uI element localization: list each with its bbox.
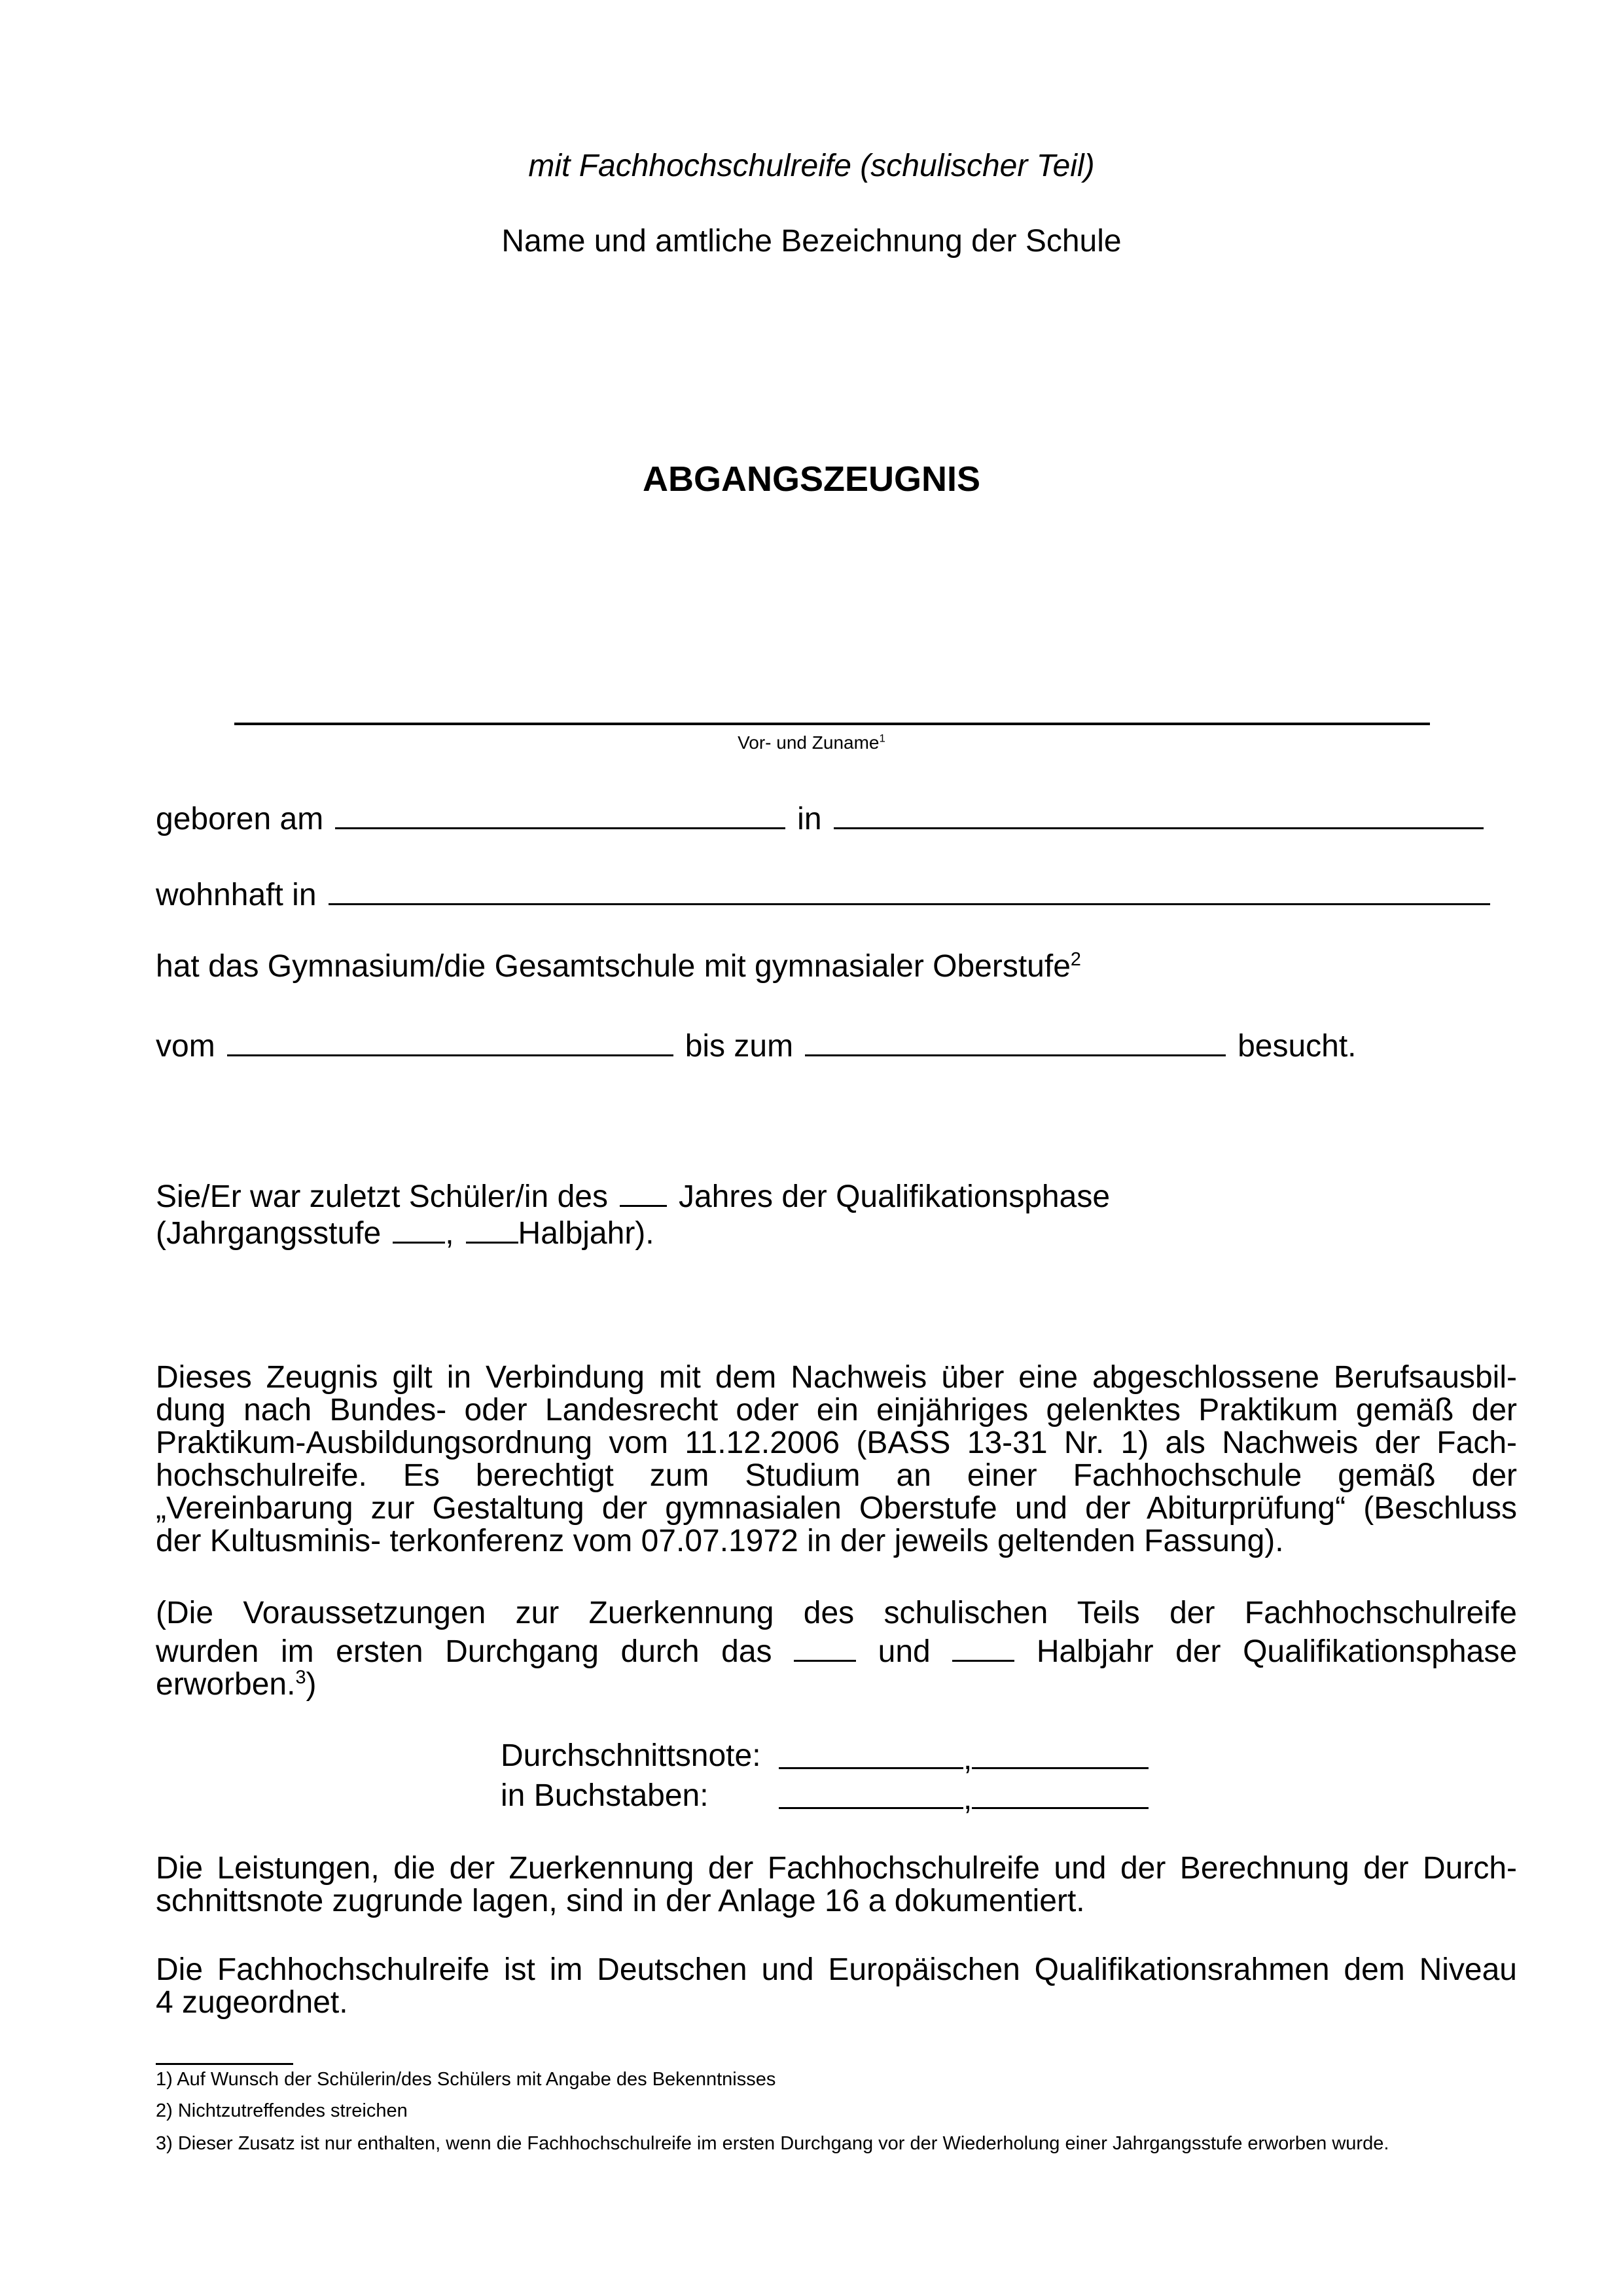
year-field[interactable] <box>620 1175 667 1207</box>
born-label: geboren am <box>156 802 324 836</box>
status-text-a: Sie/Er war zuletzt Schüler/in des <box>156 1179 608 1214</box>
first-half-year-field[interactable] <box>794 1630 856 1662</box>
prerequisites-text-c: Halbjahr der Qualifikationsphase <box>1036 1634 1518 1669</box>
school-name-line: Name und amtliche Bezeichnung der Schule <box>501 224 1122 259</box>
letters-label: in Buchstaben: <box>501 1778 709 1813</box>
document-title: ABGANGSZEUGNIS <box>642 459 981 499</box>
name-caption-text: Vor- und Zuname <box>738 732 880 753</box>
status-text-d: Halbjahr). <box>518 1216 654 1251</box>
attended-label: besucht. <box>1238 1029 1357 1064</box>
birthplace-field[interactable] <box>834 797 1484 829</box>
birth-row <box>156 797 1484 838</box>
qualification-line: Die Fachhochschulreife ist im Deutschen und Europäischen Qualifikationsrahmen dem Niveau <box>156 1952 1517 1987</box>
footnote-separator <box>156 2063 293 2065</box>
validity-line: „Vereinbarung zur Gestaltung der gymnasialen Oberstufe und der Abiturprüfung“ (Beschluss <box>156 1491 1517 1526</box>
prerequisites-text-d: erworben. <box>156 1667 296 1702</box>
residence-label: wohnhaft in <box>156 878 317 912</box>
prerequisites-ref: 3 <box>295 1667 306 1688</box>
status-line-1 <box>156 1175 1110 1216</box>
status-line-2 <box>156 1211 654 1253</box>
prerequisites-text-a: wurden im ersten Durchgang durch das <box>156 1634 772 1669</box>
name-caption <box>0 732 1623 754</box>
validity-line: Praktikum-Ausbildungsordnung vom 11.12.2006 (BASS 13-31 Nr. 1) als Nachweis der Fach- <box>156 1426 1517 1460</box>
footnote-2: 2) Nichtzutreffendes streichen <box>156 2100 408 2121</box>
achievements-line: Die Leistungen, die der Zuerkennung der Fachhochschulreife und der Berechnung der Durch- <box>156 1851 1517 1886</box>
achievements-line: schnittsnote zugrunde lagen, sind in der Anlage 16 a dokumentiert. <box>156 1884 1085 1918</box>
letters-row <box>779 1777 1149 1818</box>
prerequisites-line-1: (Die Voraussetzungen zur Zuerkennung des schulischen Teils der Fachhochschulreife <box>156 1596 1517 1630</box>
prerequisites-text-b: und <box>878 1634 931 1669</box>
achievements-paragraph <box>156 1852 1517 1918</box>
average-grade-row <box>779 1737 1149 1778</box>
until-date-field[interactable] <box>805 1024 1226 1056</box>
letters-decimal-field[interactable] <box>972 1777 1149 1809</box>
name-caption-ref: 1 <box>879 732 885 745</box>
status-comma: , <box>445 1216 454 1251</box>
residence-field[interactable] <box>329 873 1490 905</box>
prerequisites-paragraph <box>156 1597 1517 1701</box>
qualification-paragraph <box>156 1954 1517 2019</box>
residence-row <box>156 873 1490 914</box>
status-text-b: Jahres der Qualifikationsphase <box>678 1179 1111 1214</box>
footnote-1: 1) Auf Wunsch der Schülerin/des Schülers mit Angabe des Bekenntnisses <box>156 2069 776 2090</box>
average-grade-decimal-field[interactable] <box>972 1737 1149 1769</box>
from-date-field[interactable] <box>227 1024 673 1056</box>
validity-line: dung nach Bundes- oder Landesrecht oder ein einjähriges gelenktes Praktikum gemäß der <box>156 1393 1517 1427</box>
validity-line: hochschulreife. Es berechtigt zum Studium an einer Fachhochschule gemäß der <box>156 1458 1517 1493</box>
name-field-line[interactable] <box>234 723 1430 725</box>
second-half-year-field[interactable] <box>952 1630 1014 1662</box>
birthplace-label: in <box>797 802 822 836</box>
validity-line: Dieses Zeugnis gilt in Verbindung mit dem Nachweis über eine abgeschlossene Berufsausbil- <box>156 1360 1517 1395</box>
average-grade-label: Durchschnittsnote: <box>501 1738 761 1773</box>
footnote-3: 3) Dieser Zusatz ist nur enthalten, wenn die Fachhochschulreife im ersten Durchgang vor der Wiederholung einer Jahrgangsstufe erworben wurde. <box>156 2133 1389 2154</box>
status-text-c: (Jahrgangsstufe <box>156 1216 382 1251</box>
prerequisites-line-2 <box>156 1630 1517 1668</box>
period-row <box>156 1024 1357 1066</box>
from-label: vom <box>156 1029 215 1064</box>
half-year-field[interactable] <box>466 1211 518 1244</box>
document-subtitle: mit Fachhochschulreife (schulischer Teil) <box>528 149 1095 183</box>
birth-date-field[interactable] <box>335 797 785 829</box>
validity-line: der Kultusminis- terkonferenz vom 07.07.1972 in der jeweils geltenden Fassung). <box>156 1524 1284 1558</box>
prerequisites-line-3 <box>156 1668 1517 1701</box>
average-grade-whole-field[interactable] <box>779 1737 963 1769</box>
school-attended-ref: 2 <box>1070 949 1081 970</box>
validity-paragraph <box>156 1361 1517 1558</box>
letters-whole-field[interactable] <box>779 1777 963 1809</box>
letters-comma: , <box>963 1782 972 1816</box>
grade-level-field[interactable] <box>393 1211 445 1244</box>
prerequisites-close: ) <box>306 1667 317 1702</box>
school-attended-line <box>156 948 1081 986</box>
qualification-line: 4 zugeordnet. <box>156 1985 348 2020</box>
average-grade-comma: , <box>963 1742 972 1776</box>
until-label: bis zum <box>685 1029 794 1064</box>
school-attended-text: hat das Gymnasium/die Gesamtschule mit gymnasialer Oberstufe <box>156 949 1071 984</box>
